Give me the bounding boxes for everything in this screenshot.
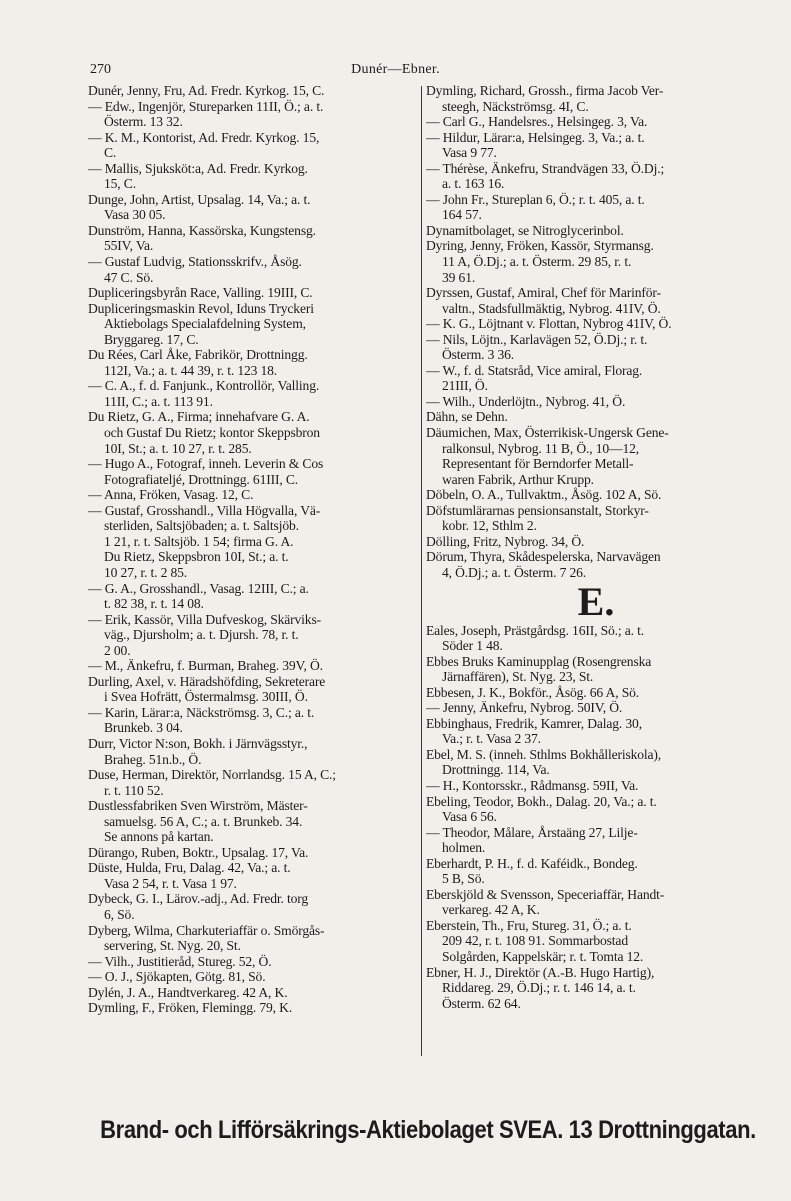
footer-advertisement: Brand- och Lifförsäkrings-Aktiebolaget SVEA. 13 Drottninggatan. [100,1115,756,1144]
entry-line: Österm. 13 32. [104,114,183,130]
entry-line: Dupliceringsmaskin Revol, Iduns Tryckeri [88,300,314,316]
entry-line: 10I, St.; a. t. 10 27, r. t. 285. [104,440,252,456]
running-head: Dunér—Ebner. [351,62,440,77]
entry-line: väg., Djursholm; a. t. Djursh. 78, r. t. [104,627,299,643]
entry-line: — Mallis, Sjuksköt:a, Ad. Fredr. Kyrkog. [88,160,308,176]
entry-line: — O. J., Sjökapten, Götg. 81, Sö. [88,969,266,985]
entry-line: Dyrssen, Gustaf, Amiral, Chef för Marinför- [426,285,661,301]
entry-line: 10 27, r. t. 2 85. [104,564,188,580]
entry-line: 4, Ö.Dj.; a. t. Österm. 7 26. [442,564,587,580]
entry-line: Eberskjöld & Svensson, Speceriaffär, Handt- [426,886,665,902]
entry-line: 47 C. Sö. [104,269,154,285]
entry-line: ralkonsul, Nybrog. 11 B, Ö., 10—12, [442,440,640,456]
entry-line: — Hugo A., Fotograf, inneh. Leverin & Cos [88,456,324,472]
entry-line: Dybeck, G. I., Lärov.-adj., Ad. Fredr. torg [88,891,309,907]
entry-line: Fotografiateljé, Drottningg. 61III, C. [104,471,299,487]
entry-line: Dunér, Jenny, Fru, Ad. Fredr. Kyrkog. 15, C. [88,83,325,98]
entry-line: — Thérèse, Änkefru, Strandvägen 33, Ö.Dj.; [426,160,665,176]
entry-line: 55IV, Va. [104,238,154,254]
entry-line: Düste, Hulda, Fru, Dalag. 42, Va.; a. t. [88,860,291,876]
entry-line: valtn., Stadsfullmäktig, Nybrog. 41IV, Ö. [442,300,661,316]
entry-line: sterliden, Saltsjöbaden; a. t. Saltsjöb. [104,518,299,534]
entry-line: 6, Sö. [104,906,135,922]
entry-line: steegh, Näckströmsg. 4I, C. [442,98,589,114]
entry-line: Dymling, Richard, Grossh., firma Jacob Ver- [426,83,664,98]
entry-line: — Nils, Löjtn., Karlavägen 52, Ö.Dj.; r. t. [426,331,648,347]
entry-line: Ebbinghaus, Fredrik, Kamrer, Dalag. 30, [426,715,642,731]
column-divider [421,86,422,1056]
entry-line: — John Fr., Stureplan 6, Ö.; r. t. 405, a. t. [426,191,645,207]
entry-line: Vasa 30 05. [104,207,166,223]
entry-line: Eberhardt, P. H., f. d. Kaféidk., Bondeg. [426,855,638,871]
entry-line: holmen. [442,840,486,856]
entry-line: 112I, Va.; a. t. 44 39, r. t. 123 18. [104,362,278,378]
entry-line: C. [104,145,117,161]
entry-line: Vasa 2 54, r. t. Vasa 1 97. [104,875,237,891]
entry-line: Ebbes Bruks Kaminupplag (Rosengrenska [426,653,652,669]
entry-line: Ebner, H. J., Direktör (A.-B. Hugo Hartig), [426,964,655,980]
entry-line: — Theodor, Målare, Årstaäng 27, Lilje- [426,824,638,840]
page-number: 270 [90,62,111,77]
entry-line: Dynamitbolaget, se Nitroglycerinbol. [426,222,624,238]
entry-line: Riddareg. 29, Ö.Dj.; r. t. 146 14, a. t. [442,980,636,996]
entry-line: — Gustaf Ludvig, Stationsskrifv., Åsög. [88,254,302,270]
entry-line: i Svea Hofrätt, Östermalmsg. 30III, Ö. [104,689,308,705]
entry-line: Du Rietz, Skeppsbron 10I, St.; a. t. [104,549,289,565]
entry-line: 11II, C.; a. t. 113 91. [104,393,213,409]
entry-line: Solgården, Kappelskär; r. t. Tomta 12. [442,948,644,964]
entry-line: 21III, Ö. [442,378,488,394]
entry-line: Durling, Axel, v. Häradshöfding, Sekreterare [88,673,326,689]
entry-line: Dupliceringsbyrån Race, Valling. 19III, C. [88,285,313,301]
entry-line: — Carl G., Handelsres., Helsingeg. 3, Va. [426,114,648,130]
entry-line: Eales, Joseph, Prästgårdsg. 16II, Sö.; a. t. [426,622,645,638]
entry-line: Braheg. 51n.b., Ö. [104,751,202,767]
right-column-d-entries [426,83,766,581]
entry-line: Ebeling, Teodor, Bokh., Dalag. 20, Va.; a. t. [426,793,657,809]
entry-line: Döbeln, O. A., Tullvaktm., Åsög. 102 A, Sö. [426,487,662,503]
entry-line: Dähn, se Dehn. [426,409,508,425]
entry-line: 164 57. [442,207,482,223]
entry-line: Dürango, Ruben, Boktr., Upsalag. 17, Va. [88,844,309,860]
entry-line: waren Fabrik, Arthur Krupp. [442,471,594,487]
entry-line: Ebel, M. S. (inneh. Sthlms Bokhålleriskola), [426,746,662,762]
entry-line: 209 42, r. t. 108 91. Sommarbostad [442,933,628,949]
entry-line: Dörum, Thyra, Skådespelerska, Narvavägen [426,549,661,565]
entry-line: Duse, Herman, Direktör, Norrlandsg. 15 A, C.; [88,767,336,783]
entry-line: Brunkeb. 3 04. [104,720,183,736]
entry-line: Va.; r. t. Vasa 2 37. [442,731,541,747]
entry-line: 5 B, Sö. [442,871,485,887]
entry-line: — M., Änkefru, f. Burman, Braheg. 39V, Ö. [88,658,323,674]
entry-line: Vasa 6 56. [442,809,497,825]
entry-line: Drottningg. 114, Va. [442,762,550,778]
entry-line: — K. M., Kontorist, Ad. Fredr. Kyrkog. 15, [88,129,320,145]
entry-line: Du Rées, Carl Åke, Fabrikör, Drottningg. [88,347,308,363]
entry-line: — Anna, Fröken, Vasag. 12, C. [88,487,254,503]
entry-line: — W., f. d. Statsråd, Vice amiral, Florag. [426,362,643,378]
entry-line: verkareg. 42 A, K. [442,902,540,918]
entry-line: Däumichen, Max, Österrikisk-Ungersk Gene- [426,425,669,441]
entry-line: a. t. 163 16. [442,176,505,192]
section-letter: E. [577,578,615,624]
entry-line: — Vilh., Justitieråd, Stureg. 52, Ö. [88,953,272,969]
entry-line: Dunge, John, Artist, Upsalag. 14, Va.; a. t. [88,191,311,207]
entry-line: — G. A., Grosshandl., Vasag. 12III, C.; a. [88,580,309,596]
entry-line: Ebbesen, J. K., Bokför., Åsög. 66 A, Sö. [426,684,640,700]
entry-line: 15, C. [104,176,136,192]
entry-line: Söder 1 48. [442,638,503,654]
entry-line: 1 21, r. t. Saltsjöb. 1 54; firma G. A. [104,533,294,549]
entry-line: — Edw., Ingenjör, Stureparken 11II, Ö.; a. t. [88,98,324,114]
entry-line: servering, St. Nyg. 20, St. [104,938,241,954]
entry-line: Döfstumlärarnas pensionsanstalt, Storkyr- [426,502,649,518]
entry-line: Dymling, F., Fröken, Flemingg. 79, K. [88,1000,293,1016]
entry-line: Dölling, Fritz, Nybrog. 34, Ö. [426,533,585,549]
entry-line: Österm. 62 64. [442,995,521,1011]
right-column [426,83,766,1011]
entry-line: Dustlessfabriken Sven Wirström, Mäster- [88,798,308,814]
entry-line: Representant för Berndorfer Metall- [442,456,634,472]
entry-line: Aktiebolags Specialafdelning System, [104,316,306,332]
entry-line: Se annons på kartan. [104,829,214,845]
entry-line: — Erik, Kassör, Villa Dufveskog, Skärviks- [88,611,321,627]
entry-line: 39 61. [442,269,476,285]
entry-line: Järnaffären), St. Nyg. 23, St. [442,669,594,685]
entry-line: — Wilh., Underlöjtn., Nybrog. 41, Ö. [426,393,626,409]
entry-line: och Gustaf Du Rietz; kontor Skeppsbron [104,425,320,441]
entry-line: — K. G., Löjtnant v. Flottan, Nybrog 41IV, Ö. [426,316,672,332]
entry-line: Österm. 3 36. [442,347,515,363]
entry-line: 11 A, Ö.Dj.; a. t. Österm. 29 85, r. t. [442,254,632,270]
entry-line: Dylén, J. A., Handtverkareg. 42 A, K. [88,984,288,1000]
entry-line: — Jenny, Änkefru, Nybrog. 50IV, Ö. [426,700,623,716]
entry-line: kobr. 12, Sthlm 2. [442,518,537,534]
entry-line: Du Rietz, G. A., Firma; innehafvare G. A. [88,409,310,425]
entry-line: — Gustaf, Grosshandl., Villa Högvalla, Vä- [88,502,321,518]
entry-line: Dyberg, Wilma, Charkuteriaffär o. Smörgås- [88,922,325,938]
entry-line: — H., Kontorsskr., Rådmansg. 59II, Va. [426,777,639,793]
entry-line: Bryggareg. 17, C. [104,331,199,347]
entry-line: samuelsg. 56 A, C.; a. t. Brunkeb. 34. [104,813,303,829]
entry-line: Eberstein, Th., Fru, Stureg. 31, Ö.; a. t. [426,917,632,933]
entry-line: Vasa 9 77. [442,145,497,161]
entry-line: r. t. 110 52. [104,782,164,798]
entry-line: Durr, Victor N:son, Bokh. i Järnvägsstyr., [88,735,308,751]
entry-line: — C. A., f. d. Fanjunk., Kontrollör, Valling. [88,378,320,394]
left-column [88,83,418,1016]
entry-line: — Hildur, Lärar:a, Helsingeg. 3, Va.; a. t. [426,129,645,145]
entry-line: — Karin, Lärar:a, Näckströmsg. 3, C.; a. t. [88,704,315,720]
entry-line: Dunström, Hanna, Kassörska, Kungstensg. [88,222,316,238]
right-column-e-entries [426,623,766,1012]
entry-line: t. 82 38, r. t. 14 08. [104,596,204,612]
page-header [0,62,791,84]
entry-line: 2 00. [104,642,131,658]
entry-line: Dyring, Jenny, Fröken, Kassör, Styrmansg. [426,238,654,254]
